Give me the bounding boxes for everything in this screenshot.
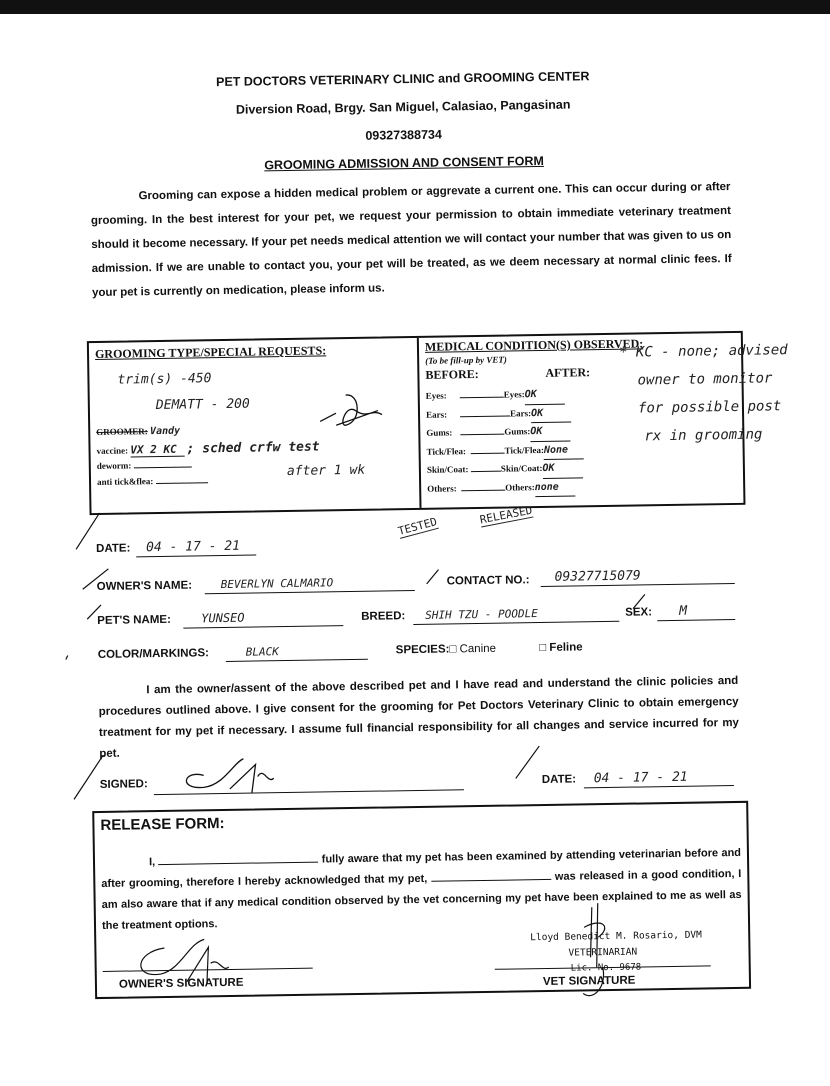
signed-label: SIGNED: [99,778,148,791]
vet-signature-label: VET SIGNATURE [542,974,636,989]
feline-checkbox[interactable]: □ [539,641,547,655]
medical-row: Gums: Gums:OK [426,422,626,444]
sex-value: M [679,603,688,619]
release-text: I, fully aware that my pet has been examined by attending veterinarian before and after grooming, therefore I hereby acknowledged that my pet, was released in a good condition, I am also aware that if any medical condition observed by the vet concerning my pet have been explained to me as well as the treatment options. [101,846,742,932]
groomer-label: GROOMER: [96,426,148,437]
pen-marks [59,499,764,810]
grooming-heading: GROOMING TYPE/SPECIAL REQUESTS: [94,343,327,362]
signed-date-label: DATE: [541,773,577,787]
grooming-trim-note: trim(s) -450 [117,371,212,388]
vet-name: Lloyd Benedict M. Rosario, DVM [530,929,702,944]
vaccine-label: vaccine: [96,445,129,456]
groomer-row [96,426,180,438]
vaccine-row [96,439,319,458]
owner-value: BEVERLYN CALMARIO [220,576,334,592]
clinic-address: Diversion Road, Brgy. San Miguel, Calasiao, Pangasinan [235,97,571,117]
vet-side-note-3: for possible post [637,398,782,417]
medical-rows [426,385,628,499]
medical-sub: (To be fill-up by VET) [425,354,507,366]
release-title: RELEASE FORM: [100,815,225,834]
canine-label: Canine [459,642,497,656]
clinic-name: PET DOCTORS VETERINARY CLINIC and GROOMING CENTER [215,69,590,90]
vet-title: VETERINARIAN [568,946,638,959]
canine-checkbox[interactable]: □ [449,643,457,656]
date-label: DATE: [96,542,131,556]
medical-row: Skin/Coat: Skin/Coat:OK [427,459,627,481]
vet-side-note-2: owner to monitor [637,370,773,389]
vaccine-note: ; sched crfw test [186,439,320,457]
antitick-line [156,482,208,484]
grooming-dematt-note: DEMATT - 200 [155,396,250,414]
box-divider [417,338,422,508]
owner-label: OWNER'S NAME: [96,579,193,594]
feline-label: Feline [549,641,583,654]
owner-signature-label: OWNER'S SIGNATURE [118,976,244,991]
breed-label: BREED: [361,610,406,623]
pet-label: PET'S NAME: [97,613,171,628]
tested-stamp: TESTED [396,515,439,538]
medical-row: Others: Others:none [427,477,627,499]
intro-paragraph: Grooming can expose a hidden medical problem or aggrevate a current one. This can occur during or after grooming. In the best interest for your pet, we request your permission to obtain immediate veterinary treatment should it become necessary. If your pet needs medical attention we will contact your number that was given to us on admission. If we are unable to contact you, your pet will be treated, as we deem necessary at normal clinic fees. If your pet is currently on medication, please inform us. [90,181,732,300]
groomer-signature [316,390,387,431]
medical-row: Eyes: Eyes:OK [426,385,626,407]
pet-value: YUNSEO [201,610,245,626]
groomer-value: Vandy [149,425,181,438]
antitick-label: anti tick&flea: [96,476,154,487]
contact-value: 09327715079 [554,568,641,585]
deworm-row [97,460,192,471]
color-value: BLACK [245,645,279,659]
medical-before: BEFORE: [425,366,479,382]
antitick-row [97,475,208,487]
contact-label: CONTACT NO.: [446,574,530,588]
color-label: COLOR/MARKINGS: [97,647,210,661]
signed-date-value: 04 - 17 - 21 [593,769,688,787]
consent-paragraph: I am the owner/assent of the above described pet and I have read and understand the clinic policies and procedures outlined above. I give consent for the grooming for Pet Doctors Veterinary Clinic to obtain emergency treatment for my pet if necessary. I assume full financial responsibility for all changes and service incurred for my pet. [98,674,740,760]
vet-side-note-1: * KC - none; advised [618,342,788,361]
clinic-phone: 09327388734 [365,127,442,143]
sex-label: SEX: [625,606,653,619]
date-value: 04 - 17 - 21 [145,538,241,556]
medical-heading: MEDICAL CONDITION(S) OBSERVED: [424,336,644,354]
form-title: GROOMING ADMISSION AND CONSENT FORM [264,153,544,173]
vet-side-note-4: rx in grooming [644,426,763,445]
released-stamp: RELEASED [478,503,534,527]
vet-signature [572,896,644,1007]
vaccine-note-2: after 1 wk [286,462,366,480]
vet-license: Lic. No. 9678 [570,962,642,974]
deworm-label: deworm: [96,460,132,471]
deworm-line [134,467,192,469]
breed-value: SHIH TZU - POODLE [425,607,538,622]
species-label: SPECIES: [395,643,450,657]
medical-row: Tick/Flea: Tick/Flea:None [426,440,626,462]
medical-row: Ears: Ears:OK [426,403,626,425]
vaccine-value: VX 2 KC [130,443,184,458]
medical-after: AFTER: [545,365,591,380]
